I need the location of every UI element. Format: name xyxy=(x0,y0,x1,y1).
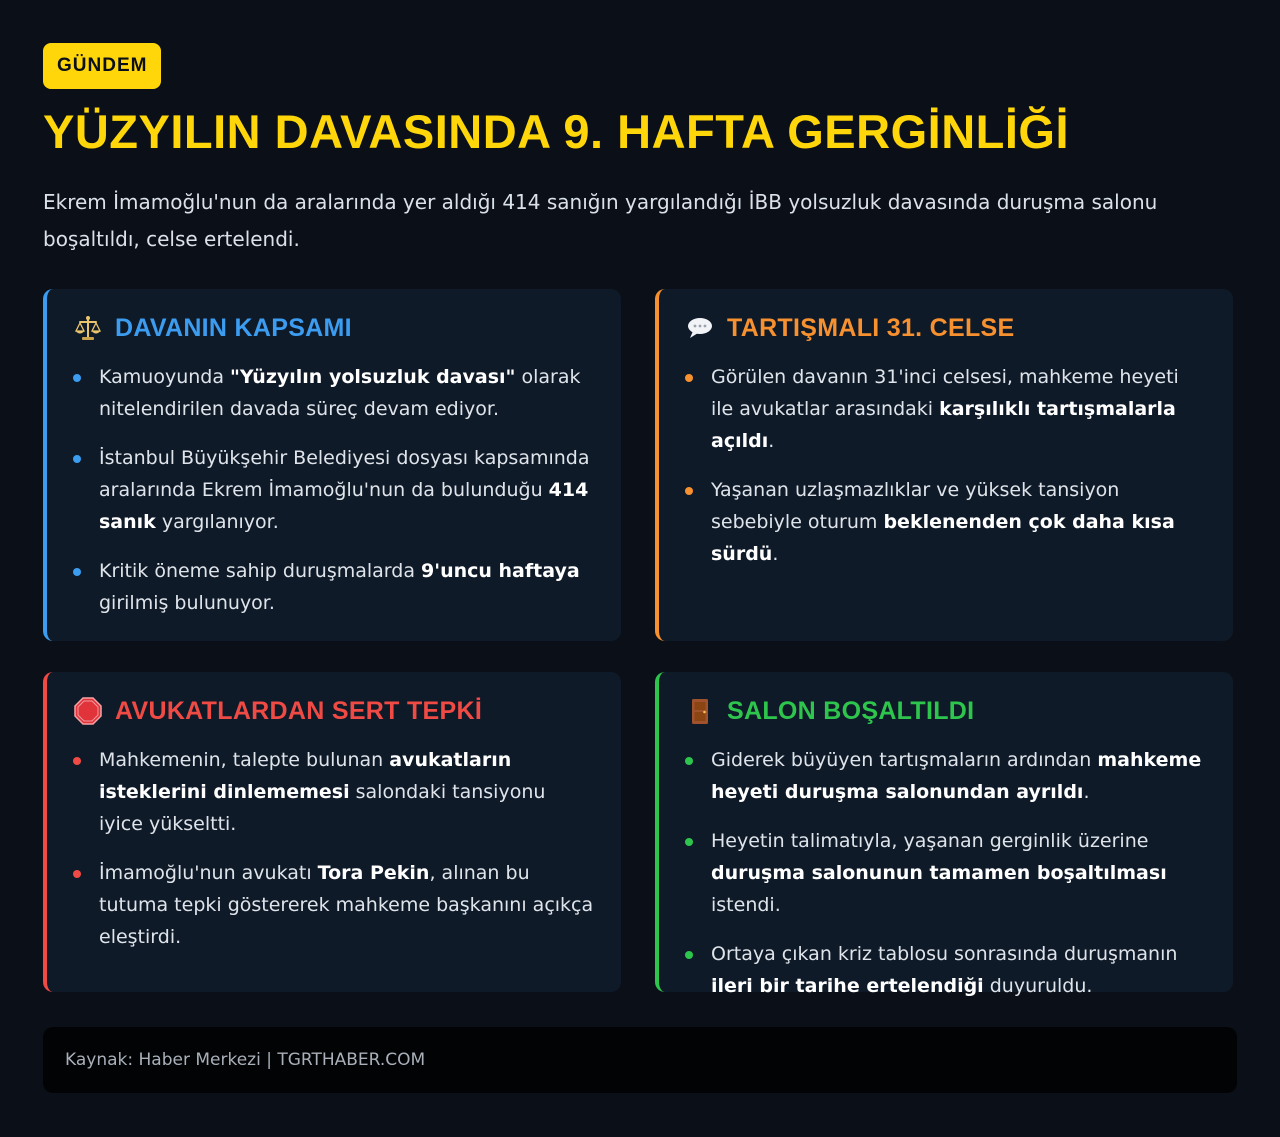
text-segment: salondaki tansiyonu iyice yükseltti. xyxy=(99,781,546,835)
bullet-item xyxy=(685,474,1207,570)
bullet-item xyxy=(685,825,1207,921)
card-title: TARTIŞMALI 31. CELSE xyxy=(727,313,1015,342)
text-segment: . xyxy=(768,430,775,452)
bold-text: ileri bir tarihe ertelendiği xyxy=(711,975,984,997)
text-segment: duyuruldu. xyxy=(983,975,1093,997)
bullet-list xyxy=(73,744,595,953)
text-segment: Yaşanan uzlaşmazlıklar ve yüksek tansiyon sebebiyle oturum xyxy=(711,479,1120,533)
card-courtroom-evacuated xyxy=(655,672,1233,997)
bullet-item xyxy=(73,361,595,425)
speech-bubble-icon xyxy=(685,313,715,343)
lead-paragraph: Ekrem İmamoğlu'nun da aralarında yer aldığı 414 sanığın yargılandığı İBB yolsuzluk davasında duruşma salonu boşaltıldı, celse ertelendi. xyxy=(43,190,1158,251)
text-segment: girilmiş bulunuyor. xyxy=(99,592,275,614)
bold-text: duruşma salonunun tamamen boşaltılması xyxy=(711,862,1167,884)
card-title: SALON BOŞALTILDI xyxy=(727,696,975,725)
text-segment: Heyetin talimatıyla, yaşanan gerginlik üzerine xyxy=(711,830,1149,852)
text-segment: . xyxy=(772,543,779,565)
bullet-item xyxy=(685,938,1207,1002)
text-segment: Görülen davanın 31'inci celsesi, mahkeme heyeti ile avukatlar arasındaki xyxy=(711,366,1179,420)
text-segment: İstanbul Büyükşehir Belediyesi dosyası kapsamında aralarında Ekrem İmamoğlu'nun da bulunduğu xyxy=(99,447,590,501)
bold-text: Tora Pekin xyxy=(317,862,430,884)
bullet-item xyxy=(73,555,595,619)
bullet-item xyxy=(73,857,595,953)
text-segment: istendi. xyxy=(711,894,781,916)
bullet-item xyxy=(685,744,1207,808)
category-badge: GÜNDEM xyxy=(43,43,161,89)
card-header xyxy=(73,692,595,730)
text-segment: Giderek büyüyen tartışmaların ardından xyxy=(711,749,1098,771)
bold-text: beklenenden çok daha kısa sürdü xyxy=(711,511,1175,565)
page-title: YÜZYILIN DAVASINDA 9. HAFTA GERGİNLİĞİ xyxy=(43,105,1070,158)
bold-text: avukatların isteklerini dinlememesi xyxy=(99,749,512,803)
door-icon xyxy=(685,696,715,726)
bullet-list xyxy=(685,361,1207,570)
text-segment: . xyxy=(1083,781,1090,803)
stop-sign-icon xyxy=(73,696,103,726)
text-segment: Mahkemenin, talepte bulunan xyxy=(99,749,390,771)
bullet-item xyxy=(73,744,595,840)
text-segment: İmamoğlu'nun avukatı xyxy=(99,862,318,884)
card-session-31 xyxy=(655,289,1233,641)
bold-text: mahkeme heyeti duruşma salonundan ayrıldı xyxy=(711,749,1202,803)
card-header xyxy=(685,309,1207,347)
scales-icon xyxy=(73,313,103,343)
text-segment: Ortaya çıkan kriz tablosu sonrasında duruşmanın xyxy=(711,943,1178,965)
bold-text: 9'uncu haftaya xyxy=(421,560,580,582)
card-header xyxy=(73,309,595,347)
card-header xyxy=(685,692,1207,730)
bullet-item xyxy=(73,442,595,538)
text-segment: Kritik öneme sahip duruşmalarda xyxy=(99,560,422,582)
text-segment: Kamuoyunda xyxy=(99,366,231,388)
bullet-item xyxy=(685,361,1207,457)
bullet-list xyxy=(73,361,595,619)
card-lawyers-reaction xyxy=(43,672,621,992)
source-footer: Kaynak: Haber Merkezi | TGRTHABER.COM xyxy=(43,1027,1237,1093)
bold-text: karşılıklı tartışmalarla açıldı xyxy=(711,398,1176,452)
text-segment: , alınan bu tutuma tepki göstererek mahkeme başkanını açıkça eleştirdi. xyxy=(99,862,594,948)
bullet-list xyxy=(685,744,1207,1002)
card-title: DAVANIN KAPSAMI xyxy=(115,313,352,342)
text-segment: olarak nitelendirilen davada süreç devam ediyor. xyxy=(99,366,581,420)
bold-text: 414 sanık xyxy=(99,479,589,533)
card-case-scope xyxy=(43,289,621,641)
text-segment: yargılanıyor. xyxy=(155,511,279,533)
bold-text: "Yüzyılın yolsuzluk davası" xyxy=(230,366,516,388)
card-title: AVUKATLARDAN SERT TEPKİ xyxy=(115,696,483,725)
